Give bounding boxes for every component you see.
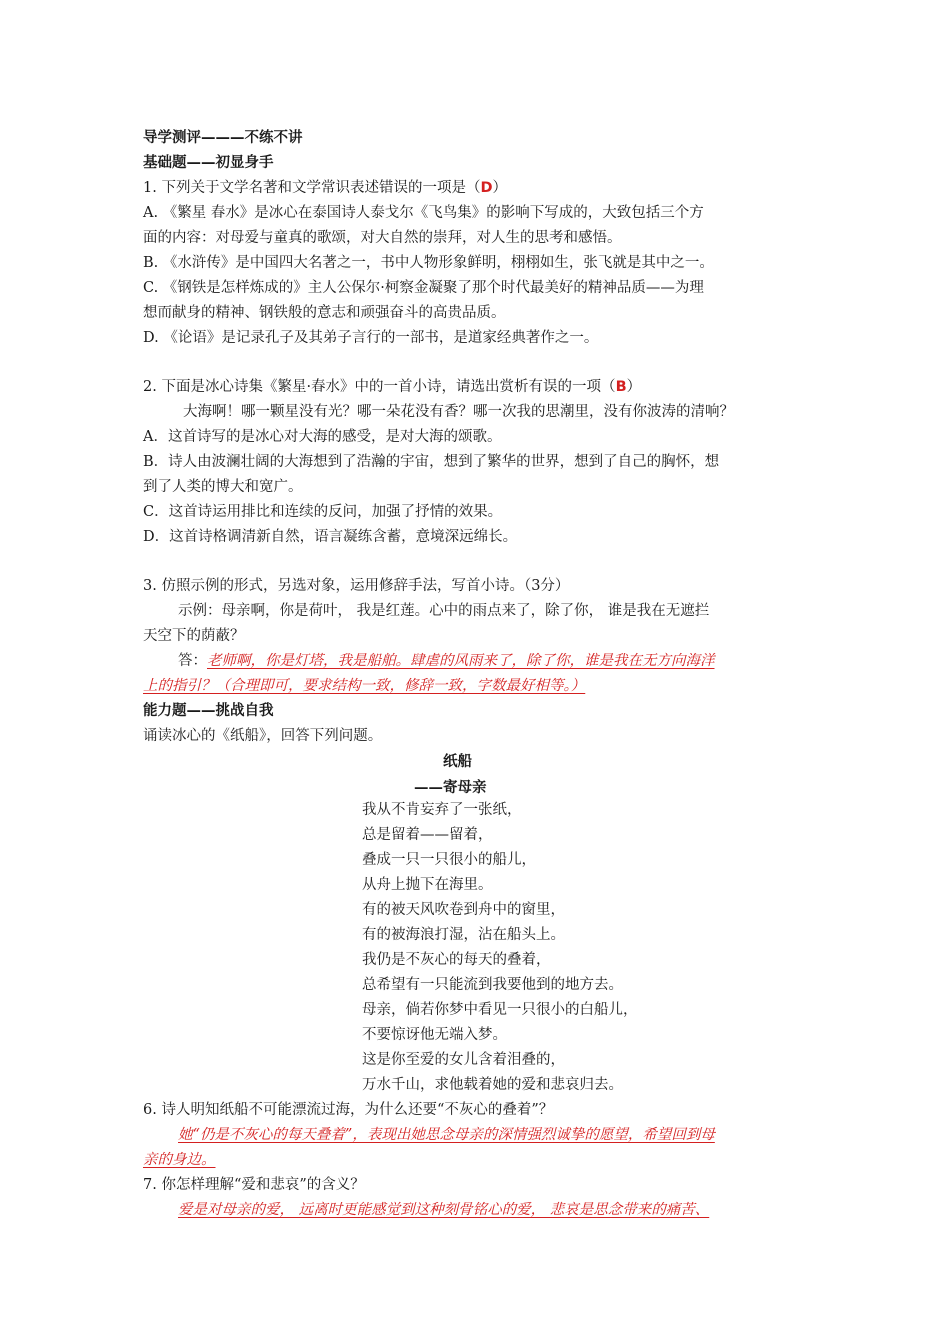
q1-answer: D — [480, 180, 493, 196]
q7-answer-line1: 爱是对母亲的爱， 远离时更能感觉到这种刻骨铭心的爱， 悲哀是思念带来的痛苦、 — [178, 1202, 710, 1218]
q1-option-c-line2: 想而献身的精神、钢铁般的意志和顽强奋斗的高贵品质。 — [143, 305, 506, 321]
q3-example-line1: 示例：母亲啊，你是荷叶， 我是红莲。心中的雨点来了，除了你， 谁是我在无遮拦 — [178, 603, 710, 619]
main-heading: 导学测评———不练不讲 — [143, 130, 303, 146]
q3-answer-text1: 老师啊，你是灯塔，我是船舶。肆虐的风雨来了，除了你，谁是我在无方向海洋 — [207, 653, 715, 669]
q1-stem — [143, 178, 507, 198]
ability-section-heading: 能力题——挑战自我 — [143, 703, 274, 719]
q1-option-a-line1: A. 《繁星 春水》是冰心在泰国诗人泰戈尔《飞鸟集》的影响下写成的，大致包括三个方 — [143, 205, 704, 221]
poem-title: 纸船 — [443, 753, 472, 770]
q1-stem-close: ） — [492, 180, 507, 196]
poem-subtitle: ——寄母亲 — [414, 779, 487, 796]
q1-option-c-line1: C. 《钢铁是怎样炼成的》主人公保尔·柯察金凝聚了那个时代最美好的精神品质——为理 — [143, 280, 704, 296]
q1-option-a-line2: 面的内容：对母爱与童真的歌颂，对大自然的崇拜，对人生的思考和感悟。 — [143, 230, 622, 246]
poem-line: 总希望有一只能流到我要他到的地方去。 — [362, 977, 623, 993]
poem-line: 从舟上抛下在海里。 — [362, 877, 493, 893]
poem-line: 总是留着——留着， — [362, 827, 493, 843]
poem-line: 我从不肯妄弃了一张纸， — [362, 802, 522, 818]
poem-line: 母亲，倘若你梦中看见一只很小的白船儿， — [362, 1002, 638, 1018]
poem-line: 有的被天风吹卷到舟中的窗里， — [362, 902, 565, 918]
q2-option-b-line2: 到了人类的博大和宽广。 — [143, 479, 303, 495]
poem-line: 叠成一只一只很小的船儿， — [362, 852, 536, 868]
q6-answer-line2: 亲的身边。 — [143, 1152, 216, 1168]
q2-option-a: A．这首诗写的是冰心对大海的感受，是对大海的颂歌。 — [143, 429, 502, 445]
q3-answer-line2: 上的指引？（合理即可，要求结构一致，修辞一致，字数最好相等。） — [143, 678, 586, 694]
reading-instruction: 诵读冰心的《纸船》，回答下列问题。 — [143, 728, 383, 744]
poem-line: 我仍是不灰心的每天的叠着， — [362, 952, 551, 968]
q2-poem: 大海啊！哪一颗星没有光？哪一朵花没有香？哪一次我的思潮里，没有你波涛的清响？ — [183, 404, 734, 420]
poem-line: 这是你至爱的女儿含着泪叠的， — [362, 1052, 565, 1068]
q3-answer-line1 — [178, 651, 715, 671]
q1-option-d: D. 《论语》是记录孔子及其弟子言行的一部书，是道家经典著作之一。 — [143, 330, 599, 346]
q2-option-c: C．这首诗运用排比和连续的反问，加强了抒情的效果。 — [143, 504, 503, 520]
q2-answer: B — [615, 379, 627, 395]
q2-stem-close: ） — [626, 379, 642, 395]
q2-option-d: D．这首诗格调清新自然，语言凝练含蓄，意境深远绵长。 — [143, 529, 518, 545]
poem-line: 不要惊讶他无端入梦。 — [362, 1027, 507, 1043]
poem-line: 有的被海浪打湿，沾在船头上。 — [362, 927, 565, 943]
q3-example-line2: 天空下的荫蔽？ — [143, 628, 245, 644]
basic-section-heading: 基础题——初显身手 — [143, 155, 274, 171]
q2-stem — [143, 377, 641, 397]
q3-stem: 3. 仿照示例的形式，另选对象，运用修辞手法，写首小诗。（3分） — [143, 578, 570, 594]
q7-stem: 7. 你怎样理解“爱和悲哀”的含义？ — [143, 1177, 365, 1193]
q1-option-b: B. 《水浒传》是中国四大名著之一，书中人物形象鲜明，栩栩如生，张飞就是其中之一。 — [143, 255, 714, 271]
q6-answer-line1: 她“仍是不灰心的每天叠着”，表现出她思念母亲的深情强烈诚挚的愿望，希望回到母 — [178, 1127, 715, 1143]
q6-stem: 6. 诗人明知纸船不可能漂流过海，为什么还要“不灰心的叠着”？ — [143, 1102, 554, 1118]
poem-line: 万水千山，求他载着她的爱和悲哀归去。 — [362, 1077, 623, 1093]
q3-answer-label: 答： — [178, 653, 207, 669]
q1-stem-text: 1. 下列关于文学名著和文学常识表述错误的一项是（ — [143, 180, 481, 196]
q2-option-b-line1: B．诗人由波澜壮阔的大海想到了浩瀚的宇宙，想到了繁华的世界，想到了自己的胸怀，想 — [143, 454, 720, 470]
q2-stem-text: 2. 下面是冰心诗集《繁星·春水》中的一首小诗，请选出赏析有误的一项（ — [143, 379, 616, 395]
